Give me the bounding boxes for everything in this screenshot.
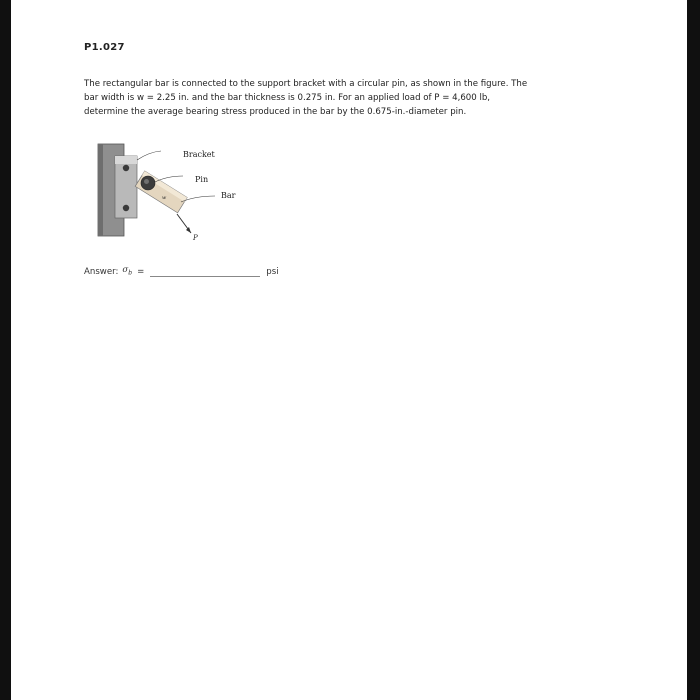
problem-line-2: bar width is w = 2.25 in. and the bar thickness is 0.275 in. For an applied load of P = 4,600 lb, — [84, 93, 491, 103]
bracket-pin-bar-figure — [91, 138, 251, 250]
problem-id: P1.027 — [84, 42, 125, 53]
document-page — [11, 0, 687, 700]
label-bar: Bar — [221, 191, 236, 200]
label-bracket: Bracket — [183, 150, 215, 159]
answer-row — [84, 265, 279, 277]
answer-equals: = — [137, 266, 145, 277]
answer-label: Answer: — [84, 266, 119, 277]
problem-statement — [84, 77, 624, 119]
label-w: w — [162, 195, 167, 201]
label-pin: Pin — [195, 175, 209, 184]
problem-line-1: The rectangular bar is connected to the support bracket with a circular pin, as shown in the figure. The — [84, 79, 528, 89]
answer-unit: psi — [266, 266, 279, 277]
sigma-symbol: σ — [122, 265, 129, 275]
bar — [135, 171, 187, 213]
answer-symbol — [122, 265, 132, 277]
sigma-subscript: b — [128, 269, 133, 277]
label-p: P — [193, 234, 198, 242]
answer-input[interactable] — [150, 266, 260, 277]
problem-line-3: determine the average bearing stress produced in the bar by the 0.675-in.-diameter pin. — [84, 107, 467, 117]
